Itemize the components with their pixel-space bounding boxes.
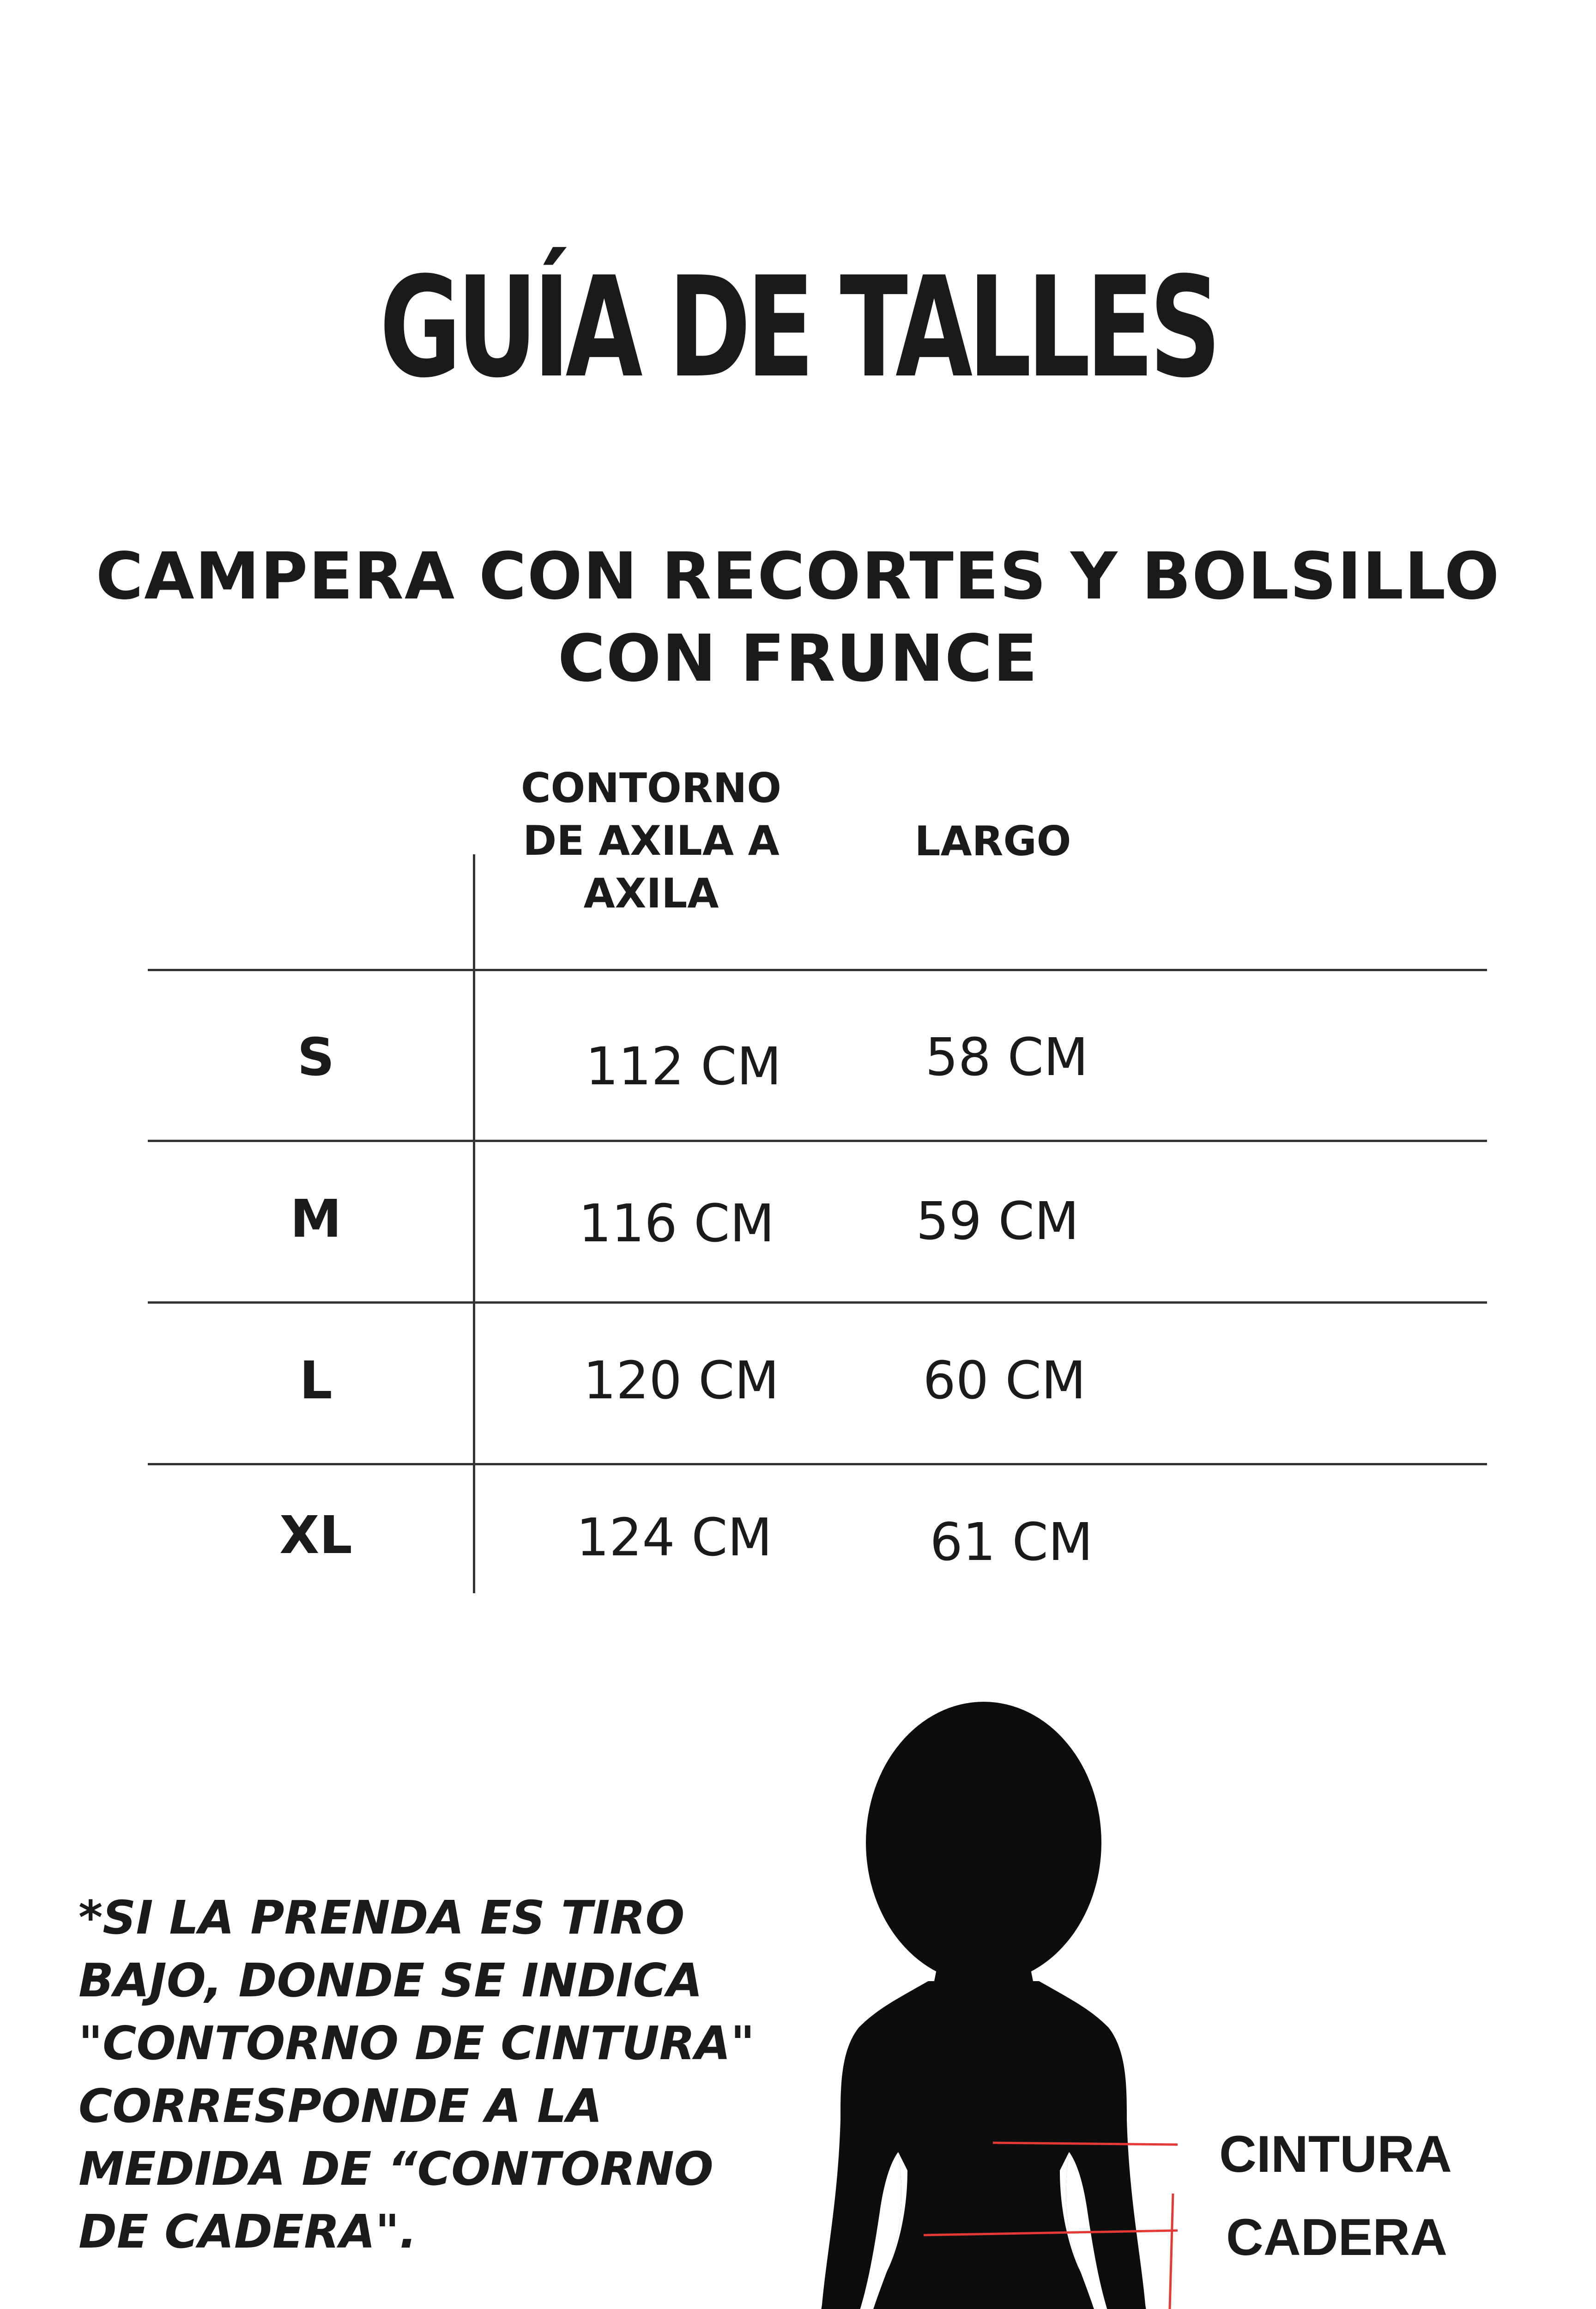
- largo-value: 61 CM: [930, 1512, 1093, 1572]
- product-title-line-1: CAMPERA CON RECORTES Y BOLSILLO: [96, 539, 1500, 614]
- contorno-value: 124 CM: [576, 1508, 773, 1568]
- column-header-contorno-line-2: DE AXILA A: [523, 817, 780, 864]
- label-cintura: CINTURA: [1219, 2125, 1452, 2183]
- product-title-line-2: CON FRUNCE: [557, 621, 1039, 696]
- column-header-contorno-line-1: CONTORNO: [520, 764, 782, 812]
- note-line: "CONTORNO DE CINTURA": [79, 2016, 755, 2070]
- note-line: MEDIDA DE “CONTORNO: [79, 2142, 713, 2196]
- contorno-value: 120 CM: [583, 1351, 780, 1411]
- female-silhouette-icon: [784, 1702, 1184, 2309]
- label-cadera: CADERA: [1226, 2208, 1448, 2266]
- note-line: CORRESPONDE A LA: [79, 2079, 603, 2133]
- largo-value: 60 CM: [923, 1351, 1086, 1411]
- note-line: BAJO, DONDE SE INDICA: [79, 1953, 703, 2007]
- size-label: M: [290, 1189, 342, 1249]
- note-line: *SI LA PRENDA ES TIRO: [79, 1891, 685, 1945]
- contorno-value: 116 CM: [578, 1194, 775, 1254]
- contorno-value: 112 CM: [585, 1037, 782, 1097]
- size-label: S: [297, 1028, 335, 1088]
- largo-line: [1155, 2194, 1173, 2309]
- largo-value: 58 CM: [925, 1028, 1088, 1088]
- page-title: GUÍA DE TALLES: [379, 247, 1217, 408]
- column-header-contorno-line-3: AXILA: [583, 870, 719, 917]
- note-line: DE CADERA".: [79, 2205, 417, 2259]
- column-header-largo: LARGO: [914, 817, 1071, 865]
- size-label: L: [299, 1351, 332, 1411]
- size-label: XL: [279, 1505, 352, 1566]
- largo-value: 59 CM: [916, 1191, 1079, 1251]
